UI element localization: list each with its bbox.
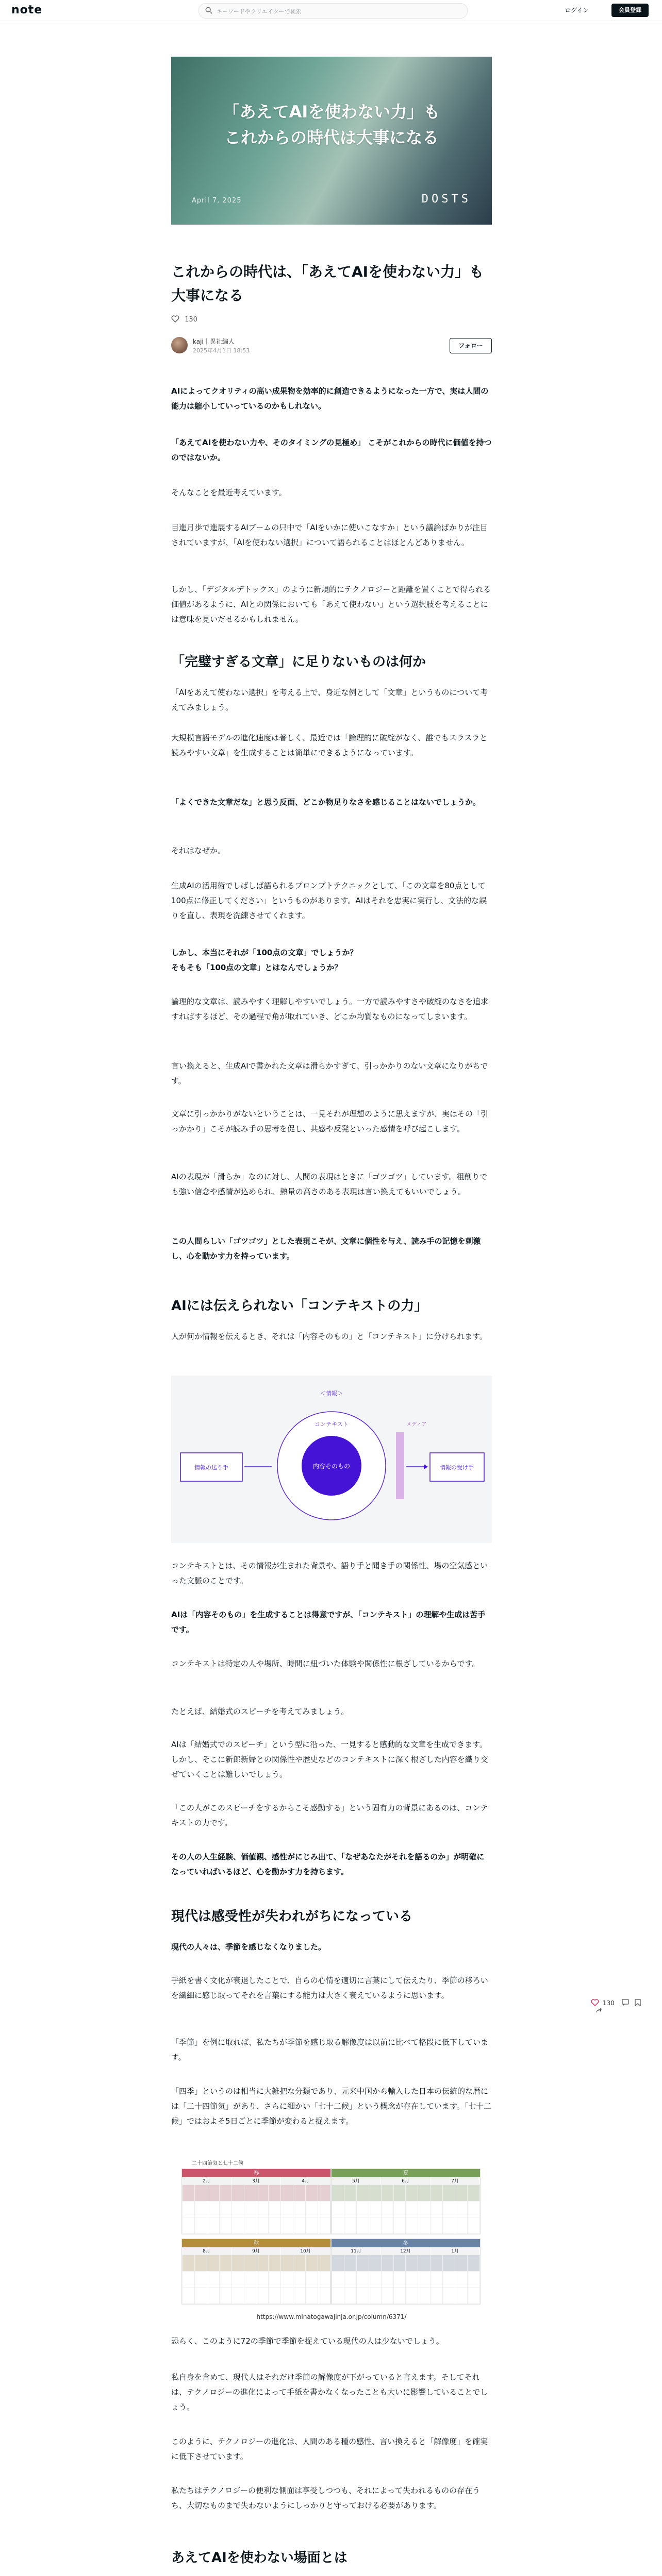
- kou-cell: [394, 2201, 406, 2217]
- paragraph: たとえば、結婚式のスピーチを考えてみましょう。: [171, 1707, 349, 1716]
- calendar-row: [181, 2239, 481, 2304]
- kou-cell: [306, 2287, 318, 2303]
- calendar-row: [181, 2168, 481, 2234]
- kou-cell: [306, 2272, 318, 2287]
- kou-cell: [468, 2272, 479, 2287]
- kou-cell: [232, 2185, 244, 2201]
- kou-cell: [281, 2272, 293, 2287]
- heart-icon[interactable]: [171, 315, 179, 323]
- kou-cell: [220, 2287, 231, 2303]
- kou-cell: [269, 2255, 280, 2271]
- kou-cell: [406, 2272, 418, 2287]
- paragraph: 「よくできた文章だな」と思う反面、どこか物足りなさを感じることはないでしょうか。: [171, 798, 481, 807]
- kou-cell: [344, 2287, 356, 2303]
- kou-cell: [468, 2255, 479, 2271]
- month-cell: 7月: [431, 2177, 480, 2184]
- paragraph: 私たちはテクノロジーの便利な側面は享受しつつも、それによって失われるものの存在うち、大切なものまで失わないようにしっかりと守っておける必要があります。: [171, 2486, 481, 2510]
- heart-icon[interactable]: [591, 1999, 599, 2006]
- kou-cell: [183, 2217, 194, 2233]
- kou-cell: [232, 2272, 244, 2287]
- kou-cell: [468, 2287, 479, 2303]
- calendar-season-block: [331, 2239, 481, 2304]
- kou-cell: [183, 2185, 194, 2201]
- kou-cell: [468, 2201, 479, 2217]
- diagram-top-label: ＜情報＞: [320, 1390, 343, 1397]
- kou-cell: [244, 2287, 256, 2303]
- kou-cell: [183, 2272, 194, 2287]
- kou-cell: [306, 2255, 318, 2271]
- kou-cell: [232, 2287, 244, 2303]
- kou-cell: [394, 2272, 406, 2287]
- kou-cell: [344, 2217, 356, 2233]
- kou-cell: [443, 2287, 455, 2303]
- like-row[interactable]: [171, 315, 197, 324]
- kou-cell: [306, 2217, 318, 2233]
- kou-cell: [443, 2201, 455, 2217]
- follow-button[interactable]: フォロー: [450, 338, 492, 353]
- season-cells: [332, 2184, 480, 2234]
- kou-cell: [244, 2272, 256, 2287]
- sender-label: 情報の送り手: [194, 1464, 228, 1471]
- kou-cell: [394, 2287, 406, 2303]
- kou-cell: [207, 2201, 219, 2217]
- kou-cell: [418, 2201, 430, 2217]
- paragraph: 目進月歩で進展するAIブームの只中で「AIをいかに使いこなすか」という議論ばかりが注目されていますが、「AIを使わない選択」について語られることはほとんどありません。: [171, 523, 488, 547]
- kou-cell: [357, 2201, 369, 2217]
- kou-cell: [418, 2217, 430, 2233]
- kou-cell: [256, 2287, 268, 2303]
- paragraph: 「季節」を例に取れば、私たちが季節を感じ取る解像度は以前に比べて格段に低下しています。: [171, 2038, 489, 2062]
- kou-cell: [431, 2201, 442, 2217]
- season-cells: [332, 2255, 480, 2304]
- kou-cell: [455, 2185, 467, 2201]
- kou-cell: [443, 2255, 455, 2271]
- kou-cell: [232, 2255, 244, 2271]
- kou-cell: [293, 2272, 305, 2287]
- kou-cell: [293, 2217, 305, 2233]
- month-row: [332, 2177, 480, 2184]
- kou-cell: [183, 2287, 194, 2303]
- paragraph: AIは「結婚式でのスピーチ」という型に沿った、一見すると感動的な文章を生成できます。しかし、そこに新郎新婦との関係性や歴史などのコンテキストに深く根ざした内容を織り交ぜていくことは難しいでしょう。: [171, 1740, 488, 1779]
- calendar-grid: [171, 2168, 492, 2304]
- paragraph: それはなぜか。: [171, 846, 226, 855]
- kou-cell: [269, 2185, 280, 2201]
- kou-cell: [382, 2185, 393, 2201]
- search-placeholder: キーワードやクリエイターで検索: [217, 8, 302, 15]
- calendar-title: 二十四節気と七十二候: [192, 2161, 243, 2166]
- month-cell: 11月: [332, 2247, 381, 2255]
- kou-cell: [318, 2255, 330, 2271]
- month-cell: 2月: [182, 2177, 231, 2184]
- paragraph: しかし、本当にそれが「100点の文章」でしょうか？ そもそも「100点の文章」とはなんでしょうか？: [171, 948, 358, 972]
- month-cell: 1月: [431, 2247, 480, 2255]
- paragraph: 「この人がこのスピーチをするからこそ感動する」という固有力の背景にあるのは、コンテキストの力です。: [171, 1803, 488, 1827]
- month-cell: 5月: [332, 2177, 381, 2184]
- kou-cell: [369, 2272, 381, 2287]
- month-row: [332, 2247, 480, 2255]
- like-count: 130: [185, 316, 197, 324]
- kou-cell: [318, 2185, 330, 2201]
- kou-cell: [406, 2255, 418, 2271]
- kou-cell: [455, 2255, 467, 2271]
- kou-cell: [382, 2217, 393, 2233]
- cover-brand: DOSTS: [421, 193, 471, 206]
- kou-cell: [256, 2185, 268, 2201]
- kou-cell: [195, 2255, 207, 2271]
- side-like-count: 130: [602, 1999, 615, 2007]
- kou-cell: [306, 2185, 318, 2201]
- article-title: これからの時代は、「あえてAIを使わない力」も大事になる: [171, 263, 484, 304]
- kou-cell: [332, 2272, 344, 2287]
- search-icon: [205, 7, 212, 14]
- season-header: 秋: [182, 2239, 330, 2247]
- season-cells: [182, 2184, 330, 2234]
- section-heading: AIには伝えられない「コンテキストの力」: [171, 1298, 428, 1314]
- image-caption[interactable]: https://www.minatogawajinja.or.jp/column/6371/: [256, 2313, 407, 2320]
- kou-cell: [183, 2255, 194, 2271]
- paragraph: その人の人生経験、価値観、感性がにじみ出て、「なぜあなたがそれを語るのか」が明確になっていればいるほど、心を動かす力を持ちます。: [171, 1852, 485, 1876]
- kou-cell: [232, 2217, 244, 2233]
- kou-cell: [195, 2185, 207, 2201]
- paragraph: 文章に引っかかりがないということは、一見それが理想のように思えますが、実はその「引っかかり」こそが読み手の思考を促し、共感や反発といった感情を呼び起こします。: [171, 1109, 489, 1133]
- login-link[interactable]: ログイン: [565, 7, 589, 14]
- kou-cell: [269, 2287, 280, 2303]
- kou-cell: [382, 2287, 393, 2303]
- kou-cell: [244, 2255, 256, 2271]
- month-cell: 3月: [231, 2177, 281, 2184]
- kou-cell: [293, 2201, 305, 2217]
- kou-cell: [431, 2255, 442, 2271]
- section-heading: あえてAIを使わない場面とは: [171, 2550, 347, 2566]
- kou-cell: [394, 2185, 406, 2201]
- context-diagram-svg: [171, 1376, 492, 1543]
- kou-cell: [269, 2217, 280, 2233]
- author-row: [171, 336, 492, 357]
- paragraph: 「AIをあえて使わない選択」を考える上で、身近な例として「文章」というものについて考えてみましょう。: [171, 688, 488, 712]
- signup-button[interactable]: 会員登録: [611, 4, 649, 17]
- kou-cell: [332, 2255, 344, 2271]
- post-date: 2025年4月1日 18:53: [193, 347, 250, 354]
- floating-actions: [591, 1999, 648, 2011]
- kou-cell: [244, 2201, 256, 2217]
- paragraph: そんなことを最近考えています。: [171, 488, 287, 497]
- kou-cell: [431, 2217, 442, 2233]
- kou-cell: [256, 2255, 268, 2271]
- kou-cell: [220, 2201, 231, 2217]
- kou-cell: [318, 2201, 330, 2217]
- paragraph: このように、テクノロジーの進化は、人間のある種の感性、言い換えると「解像度」を確実に低下させています。: [171, 2437, 488, 2461]
- kou-cell: [369, 2201, 381, 2217]
- kou-cell: [344, 2185, 356, 2201]
- kou-cell: [369, 2185, 381, 2201]
- kou-cell: [418, 2287, 430, 2303]
- month-cell: 12月: [381, 2247, 431, 2255]
- kou-cell: [344, 2201, 356, 2217]
- author-name[interactable]: kaji｜異社編人: [193, 338, 235, 345]
- kou-cell: [418, 2272, 430, 2287]
- kou-cell: [195, 2272, 207, 2287]
- kou-cell: [256, 2201, 268, 2217]
- kou-cell: [195, 2217, 207, 2233]
- content-label: 内容そのもの: [312, 1463, 351, 1470]
- kou-cell: [344, 2255, 356, 2271]
- kou-cell: [220, 2217, 231, 2233]
- kou-cell: [418, 2255, 430, 2271]
- kou-cell: [357, 2272, 369, 2287]
- kou-cell: [269, 2272, 280, 2287]
- kou-cell: [382, 2255, 393, 2271]
- comment-icon[interactable]: [622, 1999, 629, 2006]
- context-label: コンテキスト: [315, 1421, 349, 1428]
- note-logo[interactable]: note: [11, 4, 43, 16]
- kou-cell: [220, 2185, 231, 2201]
- bookmark-icon[interactable]: [635, 1999, 641, 2006]
- kou-cell: [244, 2185, 256, 2201]
- kou-cell: [431, 2185, 442, 2201]
- kou-cell: [281, 2185, 293, 2201]
- site-header: [0, 0, 662, 21]
- kou-cell: [369, 2255, 381, 2271]
- kou-cell: [207, 2255, 219, 2271]
- avatar[interactable]: [171, 337, 188, 353]
- kou-cell: [318, 2272, 330, 2287]
- paragraph: 大規模言語モデルの進化速度は著しく、最近では「論理的に破綻がなく、誰でもスラスラと読みやすい文章」を生成することは簡単にできるようになっています。: [171, 733, 488, 757]
- kou-cell: [293, 2255, 305, 2271]
- kou-cell: [281, 2255, 293, 2271]
- kou-cell: [220, 2255, 231, 2271]
- month-cell: 9月: [231, 2247, 281, 2255]
- kou-cell: [357, 2255, 369, 2271]
- kou-cell: [455, 2217, 467, 2233]
- calendar-season-block: [331, 2168, 481, 2234]
- kou-cell: [455, 2201, 467, 2217]
- kou-cell: [207, 2217, 219, 2233]
- kou-cell: [281, 2217, 293, 2233]
- kou-cell: [394, 2255, 406, 2271]
- kou-cell: [394, 2217, 406, 2233]
- kou-cell: [232, 2201, 244, 2217]
- kou-cell: [220, 2272, 231, 2287]
- kou-cell: [382, 2272, 393, 2287]
- season-header: 夏: [332, 2169, 480, 2177]
- kou-cell: [357, 2217, 369, 2233]
- kou-cell: [207, 2287, 219, 2303]
- seasonal-calendar: [171, 2159, 492, 2308]
- kou-cell: [468, 2217, 479, 2233]
- kou-cell: [431, 2272, 442, 2287]
- paragraph: 恐らく、このように72の季節で季節を捉えている現代の人は少ないでしょう。: [171, 2336, 444, 2346]
- cover-title: 「あえてAIを使わない力」も これからの時代は大事になる: [223, 102, 440, 147]
- calendar-season-block: [181, 2239, 331, 2304]
- kou-cell: [455, 2272, 467, 2287]
- kou-cell: [332, 2201, 344, 2217]
- season-cells: [182, 2255, 330, 2304]
- season-header: 春: [182, 2169, 330, 2177]
- kou-cell: [468, 2185, 479, 2201]
- paragraph: コンテキストは特定の人や場所、時間に紐づいた体験や関係性に根ざしているからです。: [171, 1659, 480, 1668]
- paragraph: AIは「内容そのもの」を生成することは得意ですが、「コンテキスト」の理解や生成は苦手です。: [171, 1610, 486, 1634]
- kou-cell: [207, 2185, 219, 2201]
- kou-cell: [357, 2287, 369, 2303]
- kou-cell: [207, 2272, 219, 2287]
- kou-cell: [357, 2185, 369, 2201]
- cover-image: [171, 57, 492, 225]
- paragraph: 手紙を書く文化が衰退したことで、自らの心情を適切に言葉にして伝えたり、季節の移ろいを繊細に感じ取ってそれを言葉にする能力は大きく衰えているように思います。: [171, 1976, 488, 2000]
- kou-cell: [406, 2287, 418, 2303]
- kou-cell: [318, 2287, 330, 2303]
- paragraph: この人間らしい「ゴツゴツ」とした表現こそが、文章に個性を与え、読み手の記憶を刺激し、心を動かす力を持っています。: [171, 1236, 481, 1261]
- paragraph: 人が何か情報を伝えるとき、それは「内容そのもの」と「コンテキスト」に分けられます。: [171, 1332, 487, 1341]
- kou-cell: [318, 2217, 330, 2233]
- kou-cell: [344, 2272, 356, 2287]
- kou-cell: [332, 2217, 344, 2233]
- kou-cell: [293, 2287, 305, 2303]
- month-cell: 6月: [381, 2177, 431, 2184]
- paragraph: 生成AIの活用術でしばしば語られるプロンプトテクニックとして、「この文章を80点として100点に修正してください」というものがあります。AIはそれを忠実に実行し、文法的な誤りを直し、表現を洗練させてくれます。: [171, 881, 487, 920]
- kou-cell: [406, 2217, 418, 2233]
- paragraph: AIによってクオリティの高い成果物を効率的に創造できるようになった一方で、実は人間の能力は縮小していっているのかもしれない。: [171, 386, 489, 411]
- media-label: メディア: [406, 1422, 427, 1428]
- kou-cell: [382, 2201, 393, 2217]
- receiver-label: 情報の受け手: [440, 1464, 474, 1471]
- kou-cell: [256, 2217, 268, 2233]
- section-heading: 現代は感受性が失われがちになっている: [171, 1909, 413, 1924]
- paragraph: 「あえてAIを使わない力や、そのタイミングの見極め」 こそがこれからの時代に価値を持つのではないか。: [171, 438, 492, 462]
- kou-cell: [306, 2201, 318, 2217]
- kou-cell: [332, 2287, 344, 2303]
- kou-cell: [183, 2201, 194, 2217]
- kou-cell: [256, 2272, 268, 2287]
- month-cell: 8月: [182, 2247, 231, 2255]
- kou-cell: [195, 2201, 207, 2217]
- paragraph: しかし、「デジタルデトックス」のように新規的にテクノロジーと距離を置くことで得られる価値があるように、AIとの関係においても「あえて使わない」という選択肢を考えることには意味を見いだせるかもしれません。: [171, 585, 491, 624]
- month-row: [182, 2247, 330, 2255]
- kou-cell: [369, 2217, 381, 2233]
- month-cell: 4月: [281, 2177, 330, 2184]
- paragraph: AIの表現が「滑らか」なのに対し、人間の表現はときに「ゴツゴツ」しています。粗削りでも強い信念や感情が込められ、熱量の高さのある表現は言い換えてもいいでしょう。: [171, 1172, 488, 1196]
- share-icon[interactable]: [595, 2007, 602, 2014]
- kou-cell: [443, 2272, 455, 2287]
- month-row: [182, 2177, 330, 2184]
- kou-cell: [431, 2287, 442, 2303]
- paragraph: 私自身を含めて、現代人はそれだけ季節の解像度が下がっていると言えます。そしてそれは、テクノロジーの進化によって手紙を書かなくなったことも大いに影響していることでしょう。: [171, 2372, 488, 2412]
- paragraph: 「四季」というのは相当に大雑把な分類であり、元来中国から輸入した日本の伝統的な暦には「二十四節気」があり、さらに細かい「七十二候」という概念が存在しています。「七十二候」ではおよそ5日ごとに季節が変わると捉えます。: [171, 2087, 492, 2126]
- paragraph: 現代の人々は、季節を感じなくなりました。: [171, 1942, 326, 1952]
- kou-cell: [269, 2201, 280, 2217]
- kou-cell: [406, 2201, 418, 2217]
- kou-cell: [443, 2217, 455, 2233]
- paragraph: 論理的な文章は、読みやすく理解しやすいでしょう。一方で読みやすさや破綻のなさを追求すればするほど、その過程で角が取れていき、どこか均質なものになってしまいます。: [171, 997, 489, 1021]
- kou-cell: [369, 2287, 381, 2303]
- context-diagram: [171, 1376, 492, 1543]
- kou-cell: [455, 2287, 467, 2303]
- kou-cell: [332, 2185, 344, 2201]
- month-cell: 10月: [281, 2247, 330, 2255]
- paragraph: 言い換えると、生成AIで書かれた文章は滑らかすぎて、引っかかりのない文章になりがちです。: [171, 1061, 488, 1086]
- media-bar: [396, 1432, 404, 1499]
- kou-cell: [195, 2287, 207, 2303]
- arrow-head: [424, 1464, 428, 1469]
- search-box[interactable]: [198, 3, 468, 19]
- kou-cell: [443, 2185, 455, 2201]
- kou-cell: [281, 2201, 293, 2217]
- calendar-season-block: [181, 2168, 331, 2234]
- kou-cell: [406, 2185, 418, 2201]
- kou-cell: [281, 2287, 293, 2303]
- kou-cell: [244, 2217, 256, 2233]
- kou-cell: [293, 2185, 305, 2201]
- kou-cell: [418, 2185, 430, 2201]
- cover-date: April 7, 2025: [192, 197, 242, 205]
- season-header: 冬: [332, 2239, 480, 2247]
- section-heading: 「完璧すぎる文章」に足りないものは何か: [171, 654, 426, 670]
- paragraph: コンテキストとは、その情報が生まれた背景や、語り手と聞き手の関係性、場の空気感といった文脈のことです。: [171, 1561, 488, 1585]
